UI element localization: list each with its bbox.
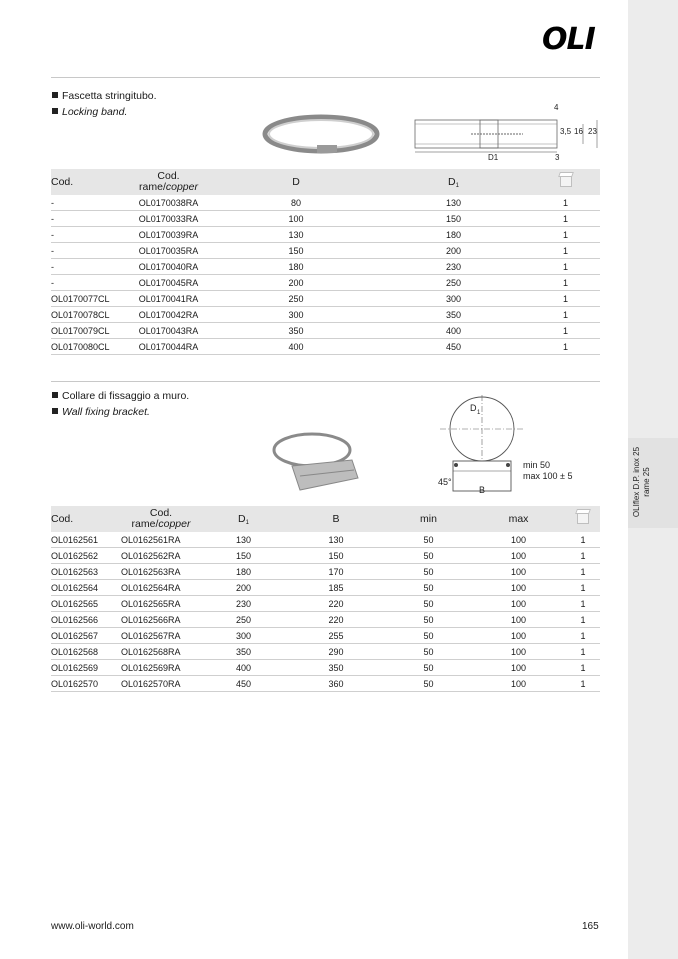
table-cell: OL0170077CL — [51, 291, 121, 307]
table-cell: 200 — [201, 580, 286, 596]
table-cell: 1 — [531, 243, 600, 259]
table-cell: OL0170080CL — [51, 339, 121, 355]
table-cell: 1 — [566, 596, 600, 612]
table-cell: OL0162564 — [51, 580, 121, 596]
section1-title-en: Locking band. — [52, 106, 127, 118]
locking-band-diagram — [405, 100, 605, 162]
table-cell: 1 — [566, 548, 600, 564]
table-cell: 50 — [386, 548, 471, 564]
table-cell: 130 — [216, 227, 376, 243]
col-cod: Cod. — [51, 506, 121, 532]
svg-text:max 100 ± 5: max 100 ± 5 — [523, 471, 573, 481]
table-row — [51, 211, 600, 227]
table-row — [51, 596, 600, 612]
table-row — [51, 291, 600, 307]
bullet-icon — [52, 108, 58, 114]
col-max: max — [471, 506, 566, 532]
side-tab-text: OLIflex D.P. inox 25 rame 25 — [632, 446, 651, 518]
section1-title-it: Fascetta stringitubo. — [52, 90, 157, 102]
table-cell: 360 — [286, 676, 386, 692]
table-header — [51, 169, 600, 195]
table-cell: - — [51, 195, 121, 211]
oli-logo: OLI — [542, 22, 595, 57]
table-cell: - — [51, 275, 121, 291]
table-cell: 100 — [471, 548, 566, 564]
section2-title-it: Collare di fissaggio a muro. — [52, 390, 189, 402]
table-cell: 100 — [471, 612, 566, 628]
table-cell: 100 — [216, 211, 376, 227]
table-cell: OL0170043RA — [121, 323, 216, 339]
table-cell: 150 — [216, 243, 376, 259]
svg-text:16: 16 — [574, 127, 583, 136]
table-row — [51, 660, 600, 676]
col-pack — [531, 169, 600, 195]
table-cell: 80 — [216, 195, 376, 211]
bullet-icon — [52, 392, 58, 398]
table-cell: OL0170038RA — [121, 195, 216, 211]
table-cell: 290 — [286, 644, 386, 660]
table-cell: 100 — [471, 532, 566, 548]
table-cell: OL0162562 — [51, 548, 121, 564]
svg-text:min 50: min 50 — [523, 460, 551, 470]
table-cell: OL0162565 — [51, 596, 121, 612]
table-cell: 50 — [386, 564, 471, 580]
page-number: 165 — [582, 921, 599, 932]
table-cell: 200 — [376, 243, 531, 259]
col-b: B — [286, 506, 386, 532]
table-cell: 250 — [201, 612, 286, 628]
table-row — [51, 339, 600, 355]
bullet-icon — [52, 408, 58, 414]
table-cell: 1 — [566, 676, 600, 692]
table-cell: 1 — [566, 644, 600, 660]
divider — [51, 77, 600, 78]
table-cell: 400 — [216, 339, 376, 355]
table-row — [51, 676, 600, 692]
col-d: D — [216, 169, 376, 195]
table-cell: OL0162570 — [51, 676, 121, 692]
svg-text:1: 1 — [477, 410, 481, 416]
wall-bracket-diagram — [430, 395, 590, 495]
table-cell: 50 — [386, 596, 471, 612]
table-row — [51, 564, 600, 580]
table-cell: OL0162568 — [51, 644, 121, 660]
col-d1: $D_1$ — [376, 169, 531, 195]
table-cell: OL0170042RA — [121, 307, 216, 323]
table-cell: OL0162563 — [51, 564, 121, 580]
table-row — [51, 195, 600, 211]
bullet-icon — [52, 92, 58, 98]
table-cell: 1 — [566, 612, 600, 628]
table-row — [51, 532, 600, 548]
table-cell: 300 — [376, 291, 531, 307]
table-cell: OL0162567 — [51, 628, 121, 644]
table-row — [51, 612, 600, 628]
table-cell: - — [51, 259, 121, 275]
svg-text:45°: 45° — [438, 477, 452, 487]
table-cell: 1 — [566, 532, 600, 548]
table-cell: OL0162569 — [51, 660, 121, 676]
svg-text:23: 23 — [588, 127, 597, 136]
table-cell: OL0162566RA — [121, 612, 201, 628]
col-d1: $D_1$ — [201, 506, 286, 532]
table-cell: 1 — [531, 291, 600, 307]
col-cod-copper: Cod. rame/copper — [121, 169, 216, 195]
table-cell: OL0170039RA — [121, 227, 216, 243]
table-cell: 1 — [531, 323, 600, 339]
table-cell: OL0162568RA — [121, 644, 201, 660]
table-cell: 250 — [376, 275, 531, 291]
table-cell: 100 — [471, 596, 566, 612]
table-cell: OL0162561RA — [121, 532, 201, 548]
table-cell: 1 — [566, 580, 600, 596]
col-cod-copper: Cod. rame/copper — [121, 506, 201, 532]
table-cell: 220 — [286, 596, 386, 612]
table-cell: 130 — [201, 532, 286, 548]
table-cell: OL0162563RA — [121, 564, 201, 580]
footer-url[interactable]: www.oli-world.com — [51, 921, 134, 932]
table-cell: 450 — [201, 676, 286, 692]
table-cell: 250 — [216, 291, 376, 307]
table-header — [51, 506, 600, 532]
table-cell: 200 — [216, 275, 376, 291]
table-cell: 50 — [386, 532, 471, 548]
table-cell: 255 — [286, 628, 386, 644]
table-cell: OL0170045RA — [121, 275, 216, 291]
divider — [51, 381, 600, 382]
locking-band-table — [51, 169, 600, 355]
table-cell: 185 — [286, 580, 386, 596]
table-cell: - — [51, 243, 121, 259]
table-cell: 50 — [386, 628, 471, 644]
wall-bracket-photo — [270, 428, 370, 496]
section2-title-en: Wall fixing bracket. — [52, 406, 150, 418]
table-cell: 300 — [216, 307, 376, 323]
table-cell: 100 — [471, 660, 566, 676]
table-cell: OL0162561 — [51, 532, 121, 548]
table-cell: OL0162570RA — [121, 676, 201, 692]
table-cell: 1 — [566, 660, 600, 676]
table-cell: 150 — [201, 548, 286, 564]
col-cod: Cod. — [51, 169, 121, 195]
table-cell: 150 — [286, 548, 386, 564]
table-cell: - — [51, 227, 121, 243]
table-cell: 1 — [531, 211, 600, 227]
svg-text:4: 4 — [554, 103, 559, 112]
table-cell: 1 — [531, 259, 600, 275]
table-cell: 350 — [216, 323, 376, 339]
table-row — [51, 243, 600, 259]
table-cell: 1 — [531, 227, 600, 243]
table-row — [51, 580, 600, 596]
table-cell: 220 — [286, 612, 386, 628]
table-cell: OL0162566 — [51, 612, 121, 628]
table-cell: 350 — [201, 644, 286, 660]
table-row — [51, 275, 600, 291]
table-cell: 50 — [386, 676, 471, 692]
svg-text:3,5: 3,5 — [560, 127, 572, 136]
table-cell: 130 — [376, 195, 531, 211]
table-cell: OL0170041RA — [121, 291, 216, 307]
table-cell: 180 — [216, 259, 376, 275]
table-cell: 1 — [566, 564, 600, 580]
table-cell: OL0162565RA — [121, 596, 201, 612]
table-cell: 100 — [471, 564, 566, 580]
table-cell: 1 — [531, 195, 600, 211]
table-cell: 180 — [201, 564, 286, 580]
table-cell: 350 — [286, 660, 386, 676]
table-cell: OL0162562RA — [121, 548, 201, 564]
table-row — [51, 548, 600, 564]
table-cell: OL0170079CL — [51, 323, 121, 339]
table-row — [51, 628, 600, 644]
table-cell: 1 — [531, 339, 600, 355]
svg-text:B: B — [479, 485, 486, 495]
table-cell: 230 — [201, 596, 286, 612]
svg-text:D1: D1 — [488, 153, 499, 162]
table-cell: 170 — [286, 564, 386, 580]
table-cell: 100 — [471, 580, 566, 596]
table-cell: 400 — [376, 323, 531, 339]
table-cell: OL0162564RA — [121, 580, 201, 596]
table-cell: 350 — [376, 307, 531, 323]
svg-text:D: D — [470, 403, 477, 413]
table-row — [51, 323, 600, 339]
table-cell: 450 — [376, 339, 531, 355]
table-cell: OL0170035RA — [121, 243, 216, 259]
table-cell: 130 — [286, 532, 386, 548]
table-cell: 50 — [386, 612, 471, 628]
table-cell: OL0170078CL — [51, 307, 121, 323]
package-icon — [577, 511, 589, 524]
table-cell: 1 — [566, 628, 600, 644]
table-cell: OL0170040RA — [121, 259, 216, 275]
table-cell: 1 — [531, 307, 600, 323]
table-cell: 1 — [531, 275, 600, 291]
table-cell: - — [51, 211, 121, 227]
wall-bracket-table — [51, 506, 600, 692]
table-cell: 180 — [376, 227, 531, 243]
svg-text:3: 3 — [555, 153, 560, 162]
table-row — [51, 227, 600, 243]
col-min: min — [386, 506, 471, 532]
table-cell: 150 — [376, 211, 531, 227]
table-cell: 400 — [201, 660, 286, 676]
table-cell: OL0162567RA — [121, 628, 201, 644]
table-cell: OL0170044RA — [121, 339, 216, 355]
table-cell: 100 — [471, 676, 566, 692]
table-cell: 50 — [386, 660, 471, 676]
col-pack — [566, 506, 600, 532]
table-cell: OL0162569RA — [121, 660, 201, 676]
table-cell: 300 — [201, 628, 286, 644]
table-cell: 230 — [376, 259, 531, 275]
table-row — [51, 307, 600, 323]
table-cell: 50 — [386, 644, 471, 660]
table-cell: 100 — [471, 628, 566, 644]
table-row — [51, 259, 600, 275]
locking-band-photo — [262, 112, 380, 160]
table-cell: OL0170033RA — [121, 211, 216, 227]
table-row — [51, 644, 600, 660]
table-cell: 50 — [386, 580, 471, 596]
table-cell: 100 — [471, 644, 566, 660]
package-icon — [560, 174, 572, 187]
